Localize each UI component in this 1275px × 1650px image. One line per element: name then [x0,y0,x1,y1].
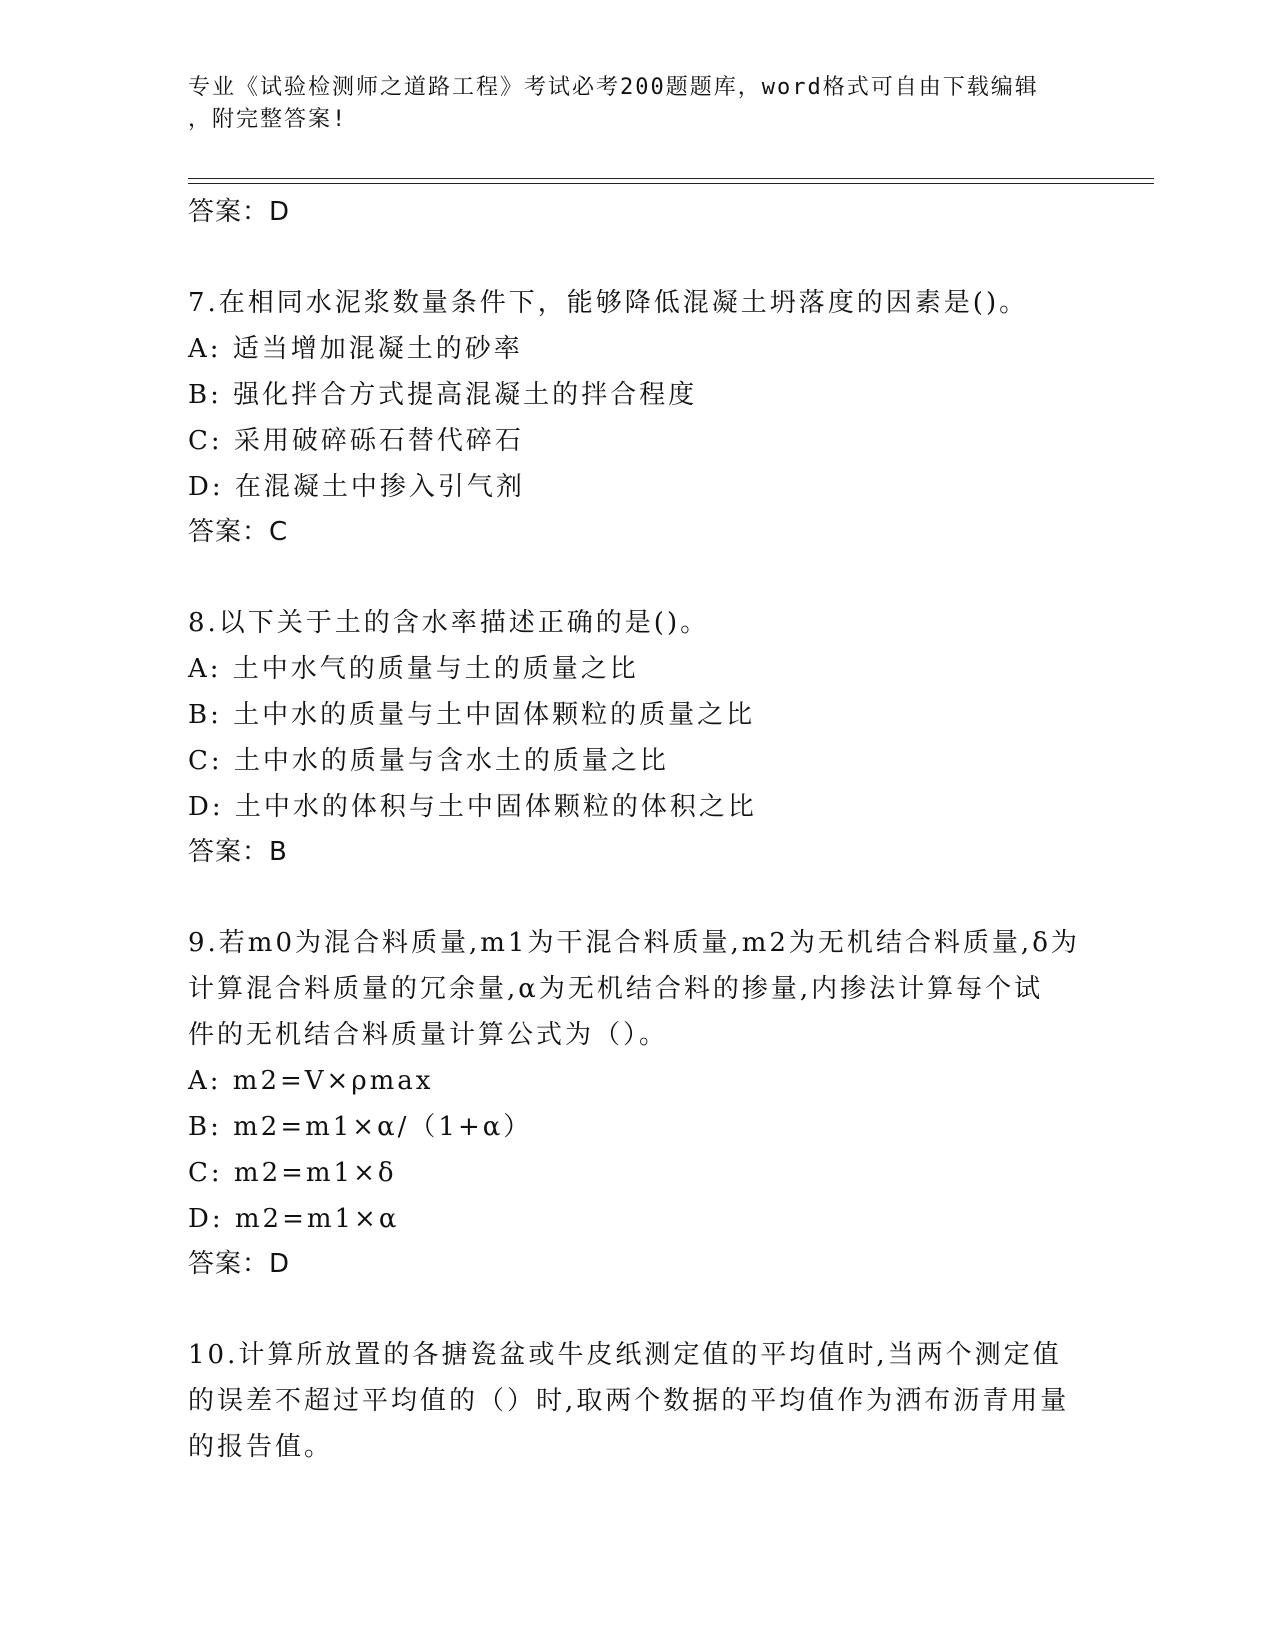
option-b: B: 强化拌合方式提高混凝土的拌合程度 [188,380,698,410]
answer: 答案：D [188,1249,291,1279]
spacer [188,554,1088,600]
spacer [188,1286,1088,1332]
question-text: 7.在相同水泥浆数量条件下，能够降低混凝土坍落度的因素是()。 [188,288,1029,318]
option-d: D: 在混凝土中掺入引气剂 [188,472,525,502]
question-text-line-2: 的误差不超过平均值的（）时,取两个数据的平均值作为洒布沥青用量 [188,1386,1070,1416]
option-a: A: 适当增加混凝土的砂率 [188,334,523,364]
question-text-line-1: 9.若m0为混合料质量,m1为干混合料质量,m2为无机结合料质量,δ为 [188,928,1080,958]
option-c: C: 采用破碎砾石替代碎石 [188,426,524,456]
option-c: C: 土中水的质量与含水土的质量之比 [188,746,669,776]
option-b: B: 土中水的质量与土中固体颗粒的质量之比 [188,700,756,730]
option-d: D: m2=m1×α [188,1204,400,1234]
question-8 [188,600,1088,874]
header-line-1: 专业《试验检测师之道路工程》考试必考200题题库，word格式可自由下载编辑 [188,75,1039,100]
question-text-line-1: 10.计算所放置的各搪瓷盆或牛皮纸测定值的平均值时,当两个测定值 [188,1340,1062,1370]
option-b: B: m2=m1×α/（1+α） [188,1112,533,1142]
question-10 [188,1332,1088,1470]
question-text-line-3: 的报告值。 [188,1432,334,1462]
spacer [188,234,1088,280]
option-d: D: 土中水的体积与土中固体颗粒的体积之比 [188,792,757,822]
header-line-2: ，附完整答案! [188,107,348,132]
question-text: 8.以下关于土的含水率描述正确的是()。 [188,608,710,638]
answer: 答案：B [188,837,288,867]
question-text-line-3: 件的无机结合料质量计算公式为（）。 [188,1020,669,1050]
option-c: C: m2=m1×δ [188,1158,397,1188]
spacer [188,874,1088,920]
document-body [188,190,1088,1470]
header-divider-top [188,178,1154,179]
question-9 [188,920,1088,1286]
answer: 答案：C [188,517,289,547]
header-divider-bottom [188,183,1154,184]
question-7 [188,280,1088,554]
option-a: A: m2=V×ρmax [188,1066,434,1096]
answer-previous: 答案：D [188,197,291,227]
question-text-line-2: 计算混合料质量的冗余量,α为无机结合料的掺量,内掺法计算每个试 [188,974,1044,1004]
option-a: A: 土中水气的质量与土的质量之比 [188,654,639,684]
document-header [188,72,1068,136]
